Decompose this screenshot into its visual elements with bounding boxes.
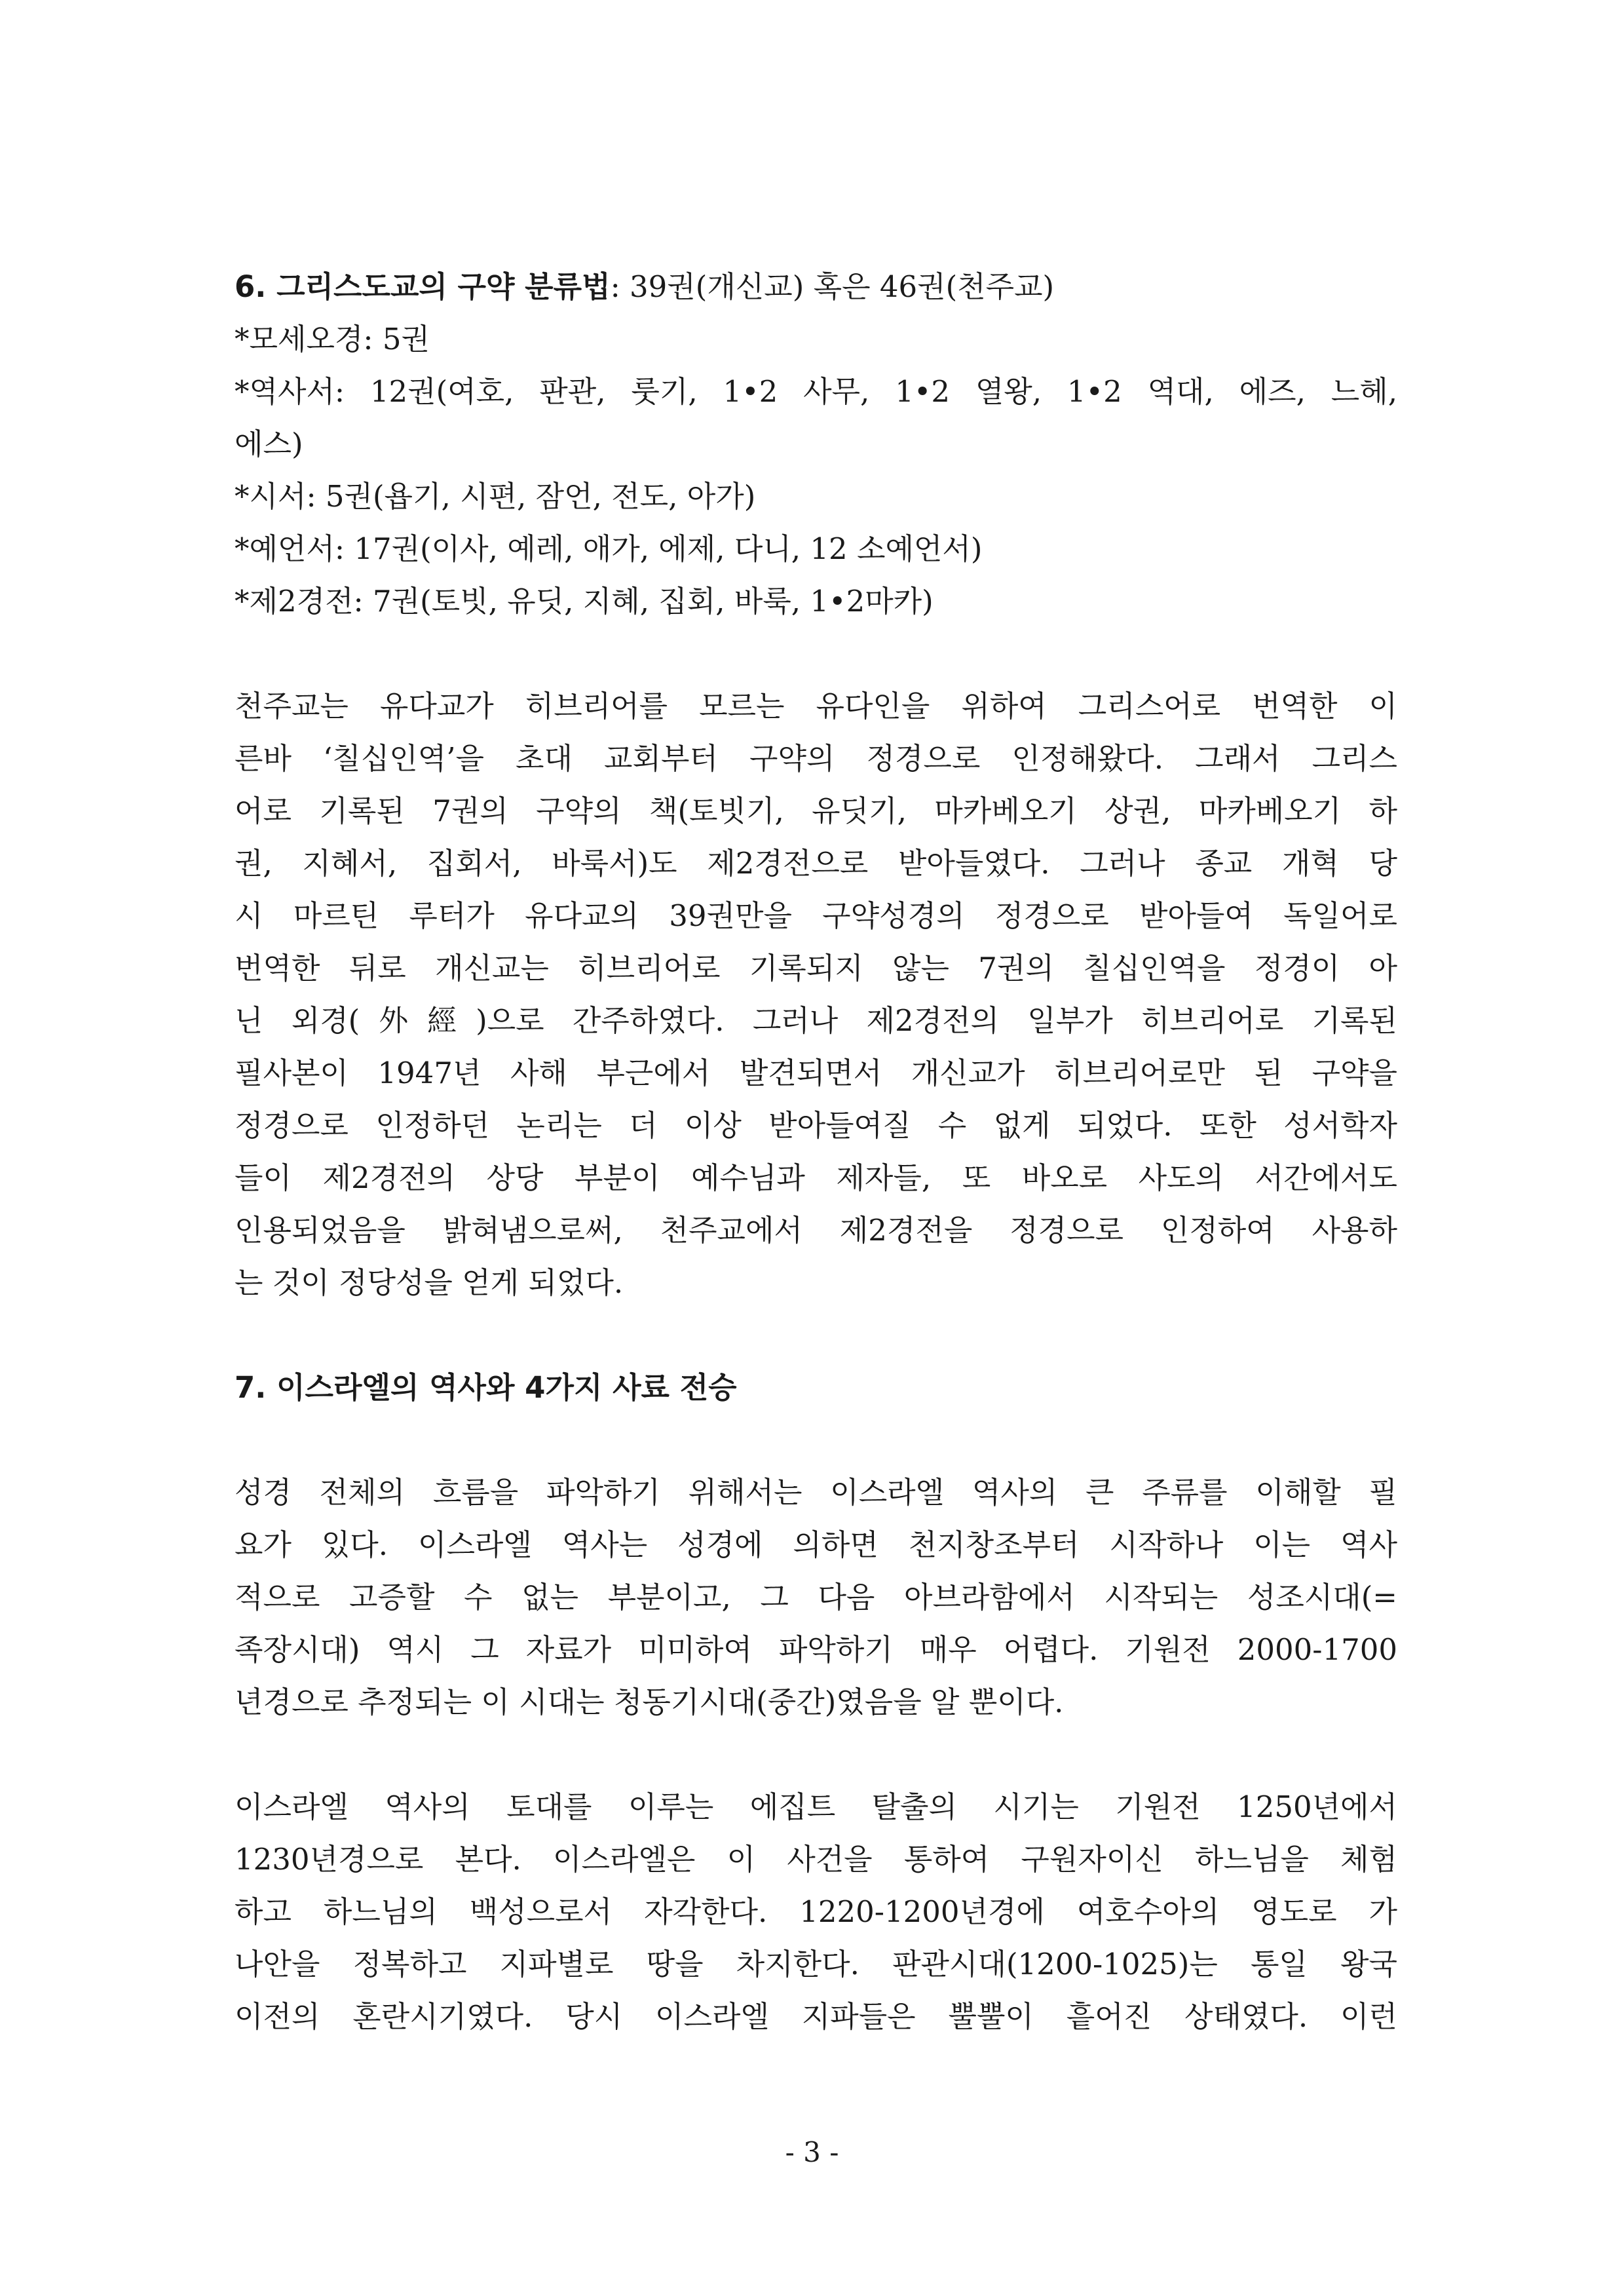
paragraph-line: 이스라엘 역사의 토대를 이루는 에집트 탈출의 시기는 기원전 1250년에서: [235, 1789, 1397, 1824]
paragraph-gap: [235, 1414, 1397, 1466]
paragraph-line: 나안을 정복하고 지파별로 땅을 차지한다. 판관시대(1200-1025)는 통일 왕국: [235, 1947, 1397, 1981]
section6-list-item: 에스): [235, 427, 303, 461]
section6-paragraph: [235, 680, 1397, 1309]
paragraph-line: 정경으로 인정하던 논리는 더 이상 받아들여질 수 없게 되었다. 또한 성서학자: [235, 1108, 1397, 1143]
paragraph-line: 족장시대) 역시 그 자료가 미미하여 파악하기 매우 어렵다. 기원전 2000-1700: [235, 1632, 1397, 1667]
paragraph-line: 적으로 고증할 수 없는 부분이고, 그 다음 아브라함에서 시작되는 성조시대(=: [235, 1580, 1397, 1615]
paragraph-gap: [235, 628, 1397, 680]
paragraph-line: 른바 ‘칠십인역’을 초대 교회부터 구약의 정경으로 인정해왔다. 그래서 그리스: [235, 741, 1397, 776]
paragraph-line: 어로 기록된 7권의 구약의 책(토빗기, 유딧기, 마카베오기 상권, 마카베오기 하: [235, 794, 1397, 828]
section6-heading-bold: 6. 그리스도교의 구약 분류법: [235, 269, 611, 304]
section6-list-item: *시서: 5권(욥기, 시편, 잠언, 전도, 아가): [235, 479, 756, 514]
paragraph-line: 이전의 혼란시기였다. 당시 이스라엘 지파들은 뿔뿔이 흩어진 상태였다. 이런: [235, 1999, 1397, 2034]
paragraph-line: 들이 제2경전의 상당 부분이 예수님과 제자들, 또 바오로 사도의 서간에서도: [235, 1160, 1397, 1195]
paragraph-line: 천주교는 유다교가 히브리어를 모르는 유다인을 위하여 그리스어로 번역한 이: [235, 689, 1397, 723]
paragraph-line: 년경으로 추정되는 이 시대는 청동기시대(중간)였음을 알 뿐이다.: [235, 1685, 1064, 1719]
document-page: [235, 261, 1397, 2043]
paragraph-line: 필사본이 1947년 사해 부근에서 발견되면서 개신교가 히브리어로만 된 구약을: [235, 1056, 1397, 1090]
paragraph-line: 번역한 뒤로 개신교는 히브리어로 기록되지 않는 7권의 칠십인역을 정경이 아: [235, 951, 1397, 985]
section6-list-item: *제2경전: 7권(토빗, 유딧, 지혜, 집회, 바룩, 1•2마카): [235, 584, 934, 619]
paragraph-line: 1230년경으로 본다. 이스라엘은 이 사건을 통하여 구원자이신 하느님을 체험: [235, 1842, 1397, 1877]
page-number: - 3 -: [785, 2136, 839, 2168]
paragraph-line: 시 마르틴 루터가 유다교의 39권만을 구약성경의 정경으로 받아들여 독일어로: [235, 898, 1397, 933]
paragraph-line: 성경 전체의 흐름을 파악하기 위해서는 이스라엘 역사의 큰 주류를 이해할 필: [235, 1475, 1397, 1510]
section7-paragraph-2: [235, 1781, 1397, 2043]
paragraph-line: 권, 지혜서, 집회서, 바룩서)도 제2경전으로 받아들였다. 그러나 종교 개혁 당: [235, 846, 1397, 881]
paragraph-line: 인용되었음을 밝혀냄으로써, 천주교에서 제2경전을 정경으로 인정하여 사용하: [235, 1213, 1397, 1248]
section7-heading: 7. 이스라엘의 역사와 4가지 사료 전승: [235, 1370, 737, 1405]
section6-list-item: *예언서: 17권(이사, 예레, 애가, 에제, 다니, 12 소예언서): [235, 531, 983, 566]
paragraph-line: 는 것이 정당성을 얻게 되었다.: [235, 1265, 624, 1300]
paragraph-gap: [235, 1729, 1397, 1781]
paragraph-line: 요가 있다. 이스라엘 역사는 성경에 의하면 천지창조부터 시작하나 이는 역사: [235, 1527, 1397, 1562]
section6-heading-rest: : 39권(개신교) 혹은 46권(천주교): [610, 269, 1055, 304]
paragraph-line: 하고 하느님의 백성으로서 자각한다. 1220-1200년경에 여호수아의 영도로 가: [235, 1894, 1397, 1929]
section7-paragraph-1: [235, 1466, 1397, 1729]
section6-list-item: *모세오경: 5권: [235, 322, 430, 356]
paragraph-gap: [235, 1309, 1397, 1362]
paragraph-line: 닌 외경(外經)으로 간주하였다. 그러나 제2경전의 일부가 히브리어로 기록된: [235, 1003, 1397, 1038]
section6-list-item: *역사서: 12권(여호, 판관, 룻기, 1•2 사무, 1•2 열왕, 1•2 역대, 에즈, 느헤,: [235, 374, 1397, 409]
section6-heading: [235, 261, 1397, 313]
